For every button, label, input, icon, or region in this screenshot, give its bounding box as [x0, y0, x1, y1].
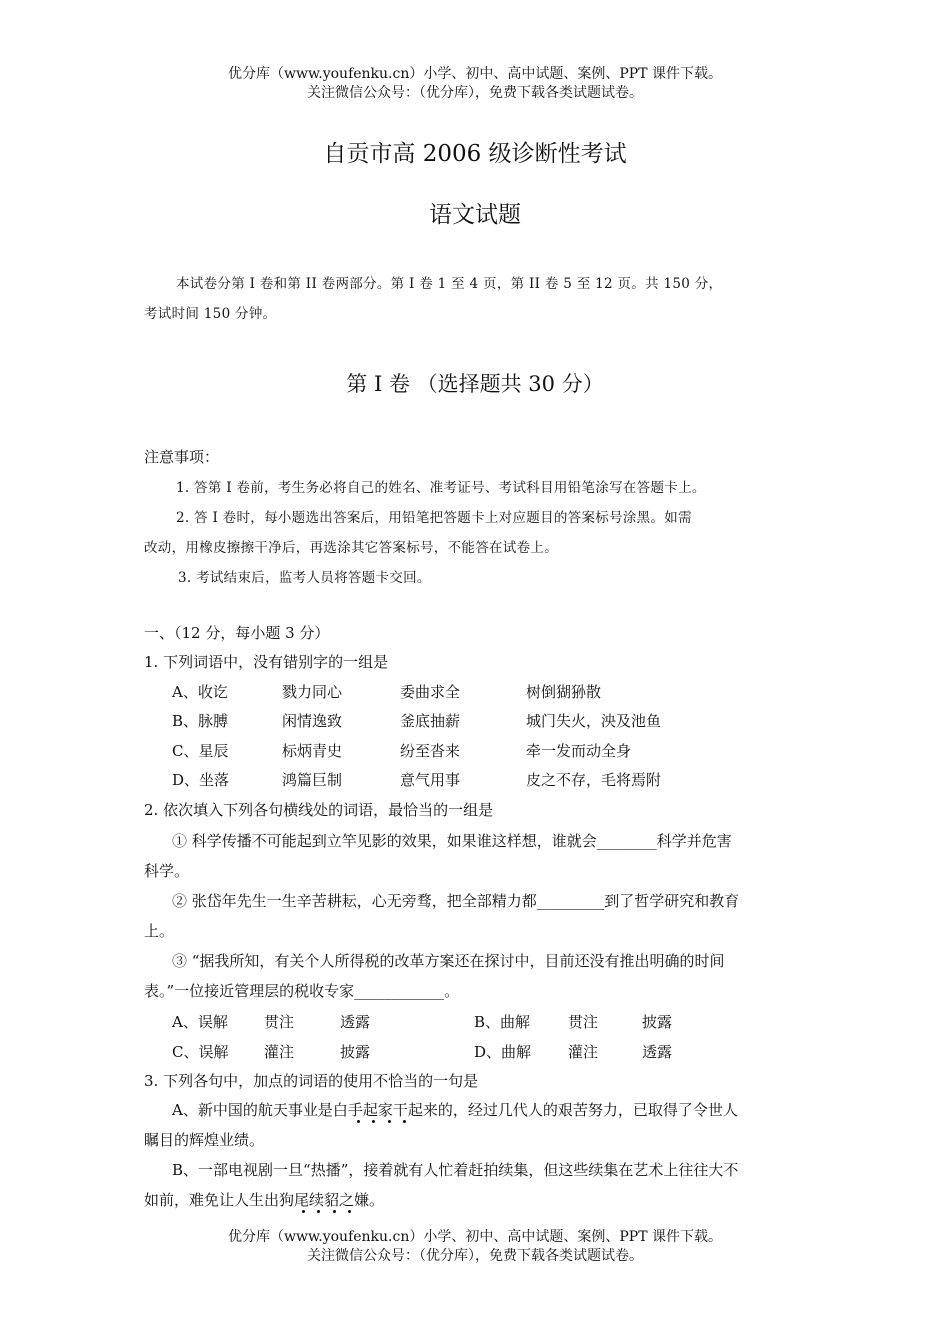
q2-stem: 2. 依次填入下列各句横线处的词语，最恰当的一组是 — [144, 801, 494, 819]
footer-line-1: 优分库（www.youfenku.cn）小学、初中、高中试题、案例、PPT 课件下载。 — [227, 1229, 722, 1245]
emphasis-dot — [403, 1120, 406, 1123]
emphasis-dot — [333, 1210, 336, 1213]
q2-option-b-word: 贯注 — [568, 1013, 599, 1031]
note-item-3: 3. 考试结束后，监考人员将答题卡交回。 — [178, 570, 431, 586]
q1-option-a: A、收讫 — [172, 683, 228, 701]
header-line-1: 优分库（www.youfenku.cn）小学、初中、高中试题、案例、PPT 课件下载。 — [227, 66, 722, 82]
q1-option-a-word: 树倒猢狲散 — [526, 683, 602, 701]
q3-option-b-line1: B、一部电视剧一旦“热播”，接着就有人忙着赶拍续集，但这些续集在艺术上往往大不 — [172, 1161, 739, 1179]
part1-heading: 一、（12 分，每小题 3 分） — [144, 624, 330, 642]
q1-option-d-word: 鸿篇巨制 — [282, 771, 343, 789]
q2-sentence-1b: 科学。 — [144, 862, 190, 880]
q1-option-d: D、坐落 — [172, 771, 230, 789]
q1-option-a-word: 戮力同心 — [282, 683, 343, 701]
q2-sentence-2a: ② 张岱年先生一生辛苦耕耘，心无旁骛，把全部精力都_________到了哲学研究和教育 — [172, 892, 740, 910]
q1-option-c-word: 纷至沓来 — [400, 742, 461, 760]
q3-option-b-line2: 如前，难免让人生出狗尾续貂之嫌。 — [144, 1191, 385, 1209]
q2-option-c-word: 披露 — [340, 1043, 371, 1061]
intro-line-2: 考试时间 150 分钟。 — [144, 306, 277, 322]
q2-sentence-3b: 表。”一位接近管理层的税收专家____________。 — [144, 982, 460, 1000]
exam-subtitle: 语文试题 — [429, 202, 521, 228]
q2-option-d: D、曲解 — [474, 1043, 532, 1061]
q2-option-b-word: 披露 — [642, 1013, 673, 1031]
q2-option-b: B、曲解 — [474, 1013, 531, 1031]
q1-option-b: B、脉膊 — [172, 712, 229, 730]
q1-option-a-word: 委曲求全 — [400, 683, 461, 701]
exam-title: 自贡市高 2006 级诊断性考试 — [323, 141, 627, 167]
q1-option-d-word: 皮之不存，毛将焉附 — [526, 771, 662, 789]
q1-option-b-word: 城门失火，泱及池鱼 — [526, 712, 662, 730]
emphasis-dot — [357, 1120, 360, 1123]
footer-line-2: 关注微信公众号：（优分库），免费下载各类试题试卷。 — [307, 1248, 643, 1264]
q1-option-d-word: 意气用事 — [400, 771, 461, 789]
q1-stem: 1. 下列词语中，没有错别字的一组是 — [144, 653, 389, 671]
intro-line-1: 本试卷分第 I 卷和第 II 卷两部分。第 I 卷 1 至 4 页，第 II 卷 5 至 12 页。共 150 分， — [176, 276, 723, 292]
q2-sentence-1a: ① 科学传播不可能起到立竿见影的效果，如果谁这样想，谁就会________科学并危害 — [172, 832, 732, 850]
q3-stem: 3. 下列各句中，加点的词语的使用不恰当的一句是 — [144, 1072, 479, 1090]
q1-option-c-word: 标炳青史 — [282, 742, 343, 760]
q2-option-a: A、误解 — [172, 1013, 228, 1031]
note-item-2a: 2. 答 I 卷时，每小题选出答案后，用铅笔把答题卡上对应题目的答案标号涂黑。如需 — [176, 510, 692, 526]
q1-option-b-word: 釜底抽薪 — [400, 712, 461, 730]
emphasis-dot — [348, 1210, 351, 1213]
q3-option-a-line1: A、新中国的航天事业是白手起家干起来的，经过几代人的艰苦努力，已取得了令世人 — [172, 1101, 738, 1119]
q1-option-c-word: 牵一发而动全身 — [526, 742, 632, 760]
q2-sentence-2b: 上。 — [144, 922, 175, 940]
emphasis-dot — [317, 1210, 320, 1213]
note-item-1: 1. 答第 I 卷前，考生务必将自己的姓名、准考证号、考试科目用铅笔涂写在答题卡上。 — [176, 480, 706, 496]
q1-option-b-word: 闲情逸致 — [282, 712, 343, 730]
q3-option-a-line2: 瞩目的辉煌业绩。 — [144, 1131, 265, 1149]
emphasis-dot — [372, 1120, 375, 1123]
notes-heading: 注意事项： — [144, 448, 220, 466]
q2-option-a-word: 贯注 — [264, 1013, 295, 1031]
emphasis-dot — [302, 1210, 305, 1213]
header-line-2: 关注微信公众号：（优分库），免费下载各类试题试卷。 — [307, 85, 643, 101]
q1-option-c: C、星辰 — [172, 742, 229, 760]
section-title: 第 I 卷 （选择题共 30 分） — [346, 372, 604, 396]
q2-option-d-word: 灌注 — [568, 1043, 599, 1061]
q2-option-a-word: 透露 — [340, 1013, 371, 1031]
note-item-2b: 改动，用橡皮擦擦干净后，再选涂其它答案标号，不能答在试卷上。 — [144, 540, 558, 556]
q2-option-c-word: 灌注 — [264, 1043, 295, 1061]
q2-sentence-3a: ③ “据我所知，有关个人所得税的改革方案还在探讨中，目前还没有推出明确的时间 — [172, 952, 725, 970]
q2-option-d-word: 透露 — [642, 1043, 673, 1061]
q2-option-c: C、误解 — [172, 1043, 229, 1061]
emphasis-dot — [388, 1120, 391, 1123]
